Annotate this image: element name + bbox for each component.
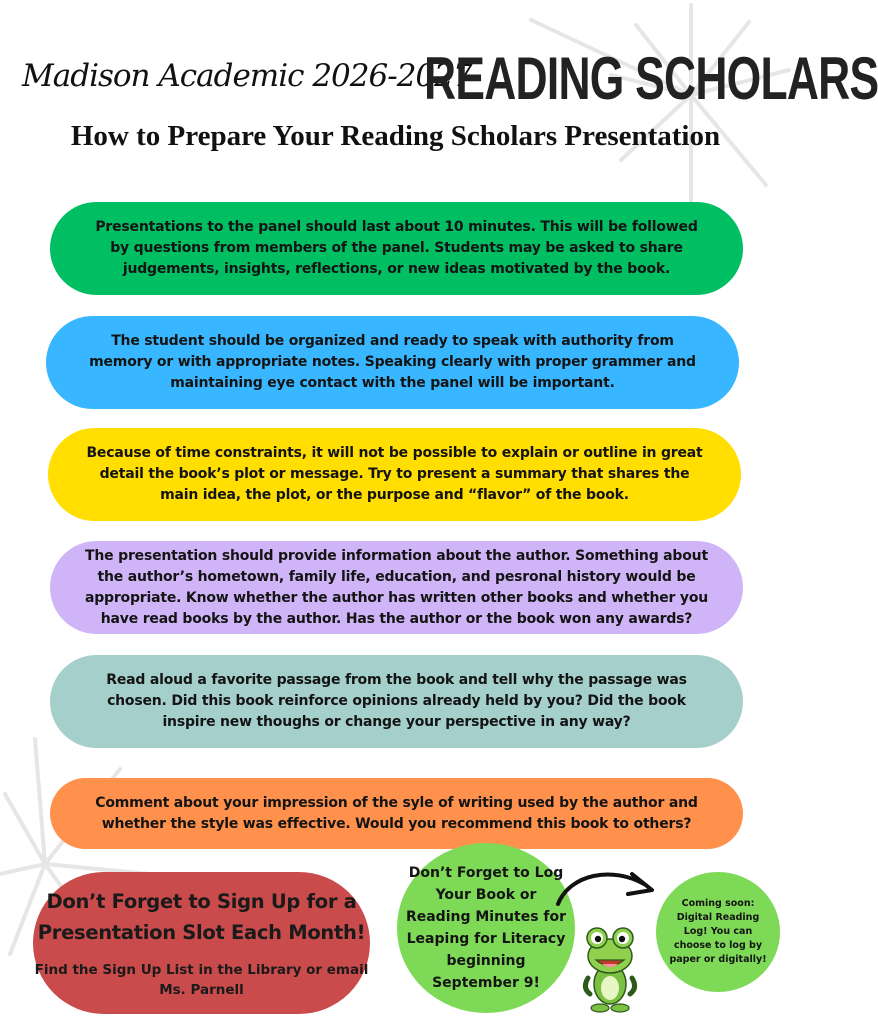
tip-text: Because of time constraints, it will not be possible to explain or outline in great detail the book’s plot or message. Try to present a summary that shares the main idea, the plot, or the purpose and “flavor” of the book. (86, 445, 703, 503)
signup-reminder (33, 872, 370, 1014)
program-title: READING SCHOLARS (424, 45, 878, 112)
signup-title: Don’t Forget to Sign Up for a Presentation Slot Each Month! (37, 890, 366, 944)
tip-text: Comment about your impression of the syle of writing used by the author and whether the style was effective. Would you recommend this book to others? (95, 794, 698, 832)
tip-text: The presentation should provide information about the author. Something about the author’s hometown, family life, education, and pesronal history would be appropriate. Know whether the author has written other books and whether you have read books by the author. Has the author or the book won any awards? (84, 547, 709, 627)
tip-pill-style (50, 778, 743, 849)
curved-arrow-icon (552, 864, 660, 910)
tip-pill-duration (50, 202, 743, 295)
school-year-heading: Madison Academic 2026-2027 (22, 58, 472, 94)
tip-text: The student should be organized and ready to speak with authority from memory or with appropriate notes. Speaking clearly with proper grammer and maintaining eye contact with the panel will be important. (89, 333, 696, 391)
page-subtitle: How to Prepare Your Reading Scholars Presentation (70, 120, 721, 152)
log-reminder-text: Don’t Forget to Log Your Book or Reading Minutes for Leaping for Literacy beginning September 9! (405, 865, 567, 991)
log-reminder-circle (397, 843, 575, 1013)
tip-text: Read aloud a favorite passage from the book and tell why the passage was chosen. Did this book reinforce opinions already held by you? Did the book inspire new thoughs or change your perspective in any way? (106, 672, 687, 730)
frog-mascot-icon (580, 922, 640, 1014)
tip-pill-summary (48, 428, 741, 521)
tip-pill-passage (50, 655, 743, 748)
tip-pill-delivery (46, 316, 739, 409)
digital-log-text: Coming soon: Digital Reading Log! You can choose to log by paper or digitally! (669, 898, 767, 965)
tip-pill-author (50, 541, 743, 634)
tip-text: Presentations to the panel should last about 10 minutes. This will be followed by questions from members of the panel. Students may be asked to share judgements, insights, reflections, or new ideas motivated by the book. (95, 219, 698, 277)
digital-log-circle (656, 872, 780, 992)
signup-instructions: Find the Sign Up List in the Library or email Ms. Parnell (34, 962, 369, 998)
